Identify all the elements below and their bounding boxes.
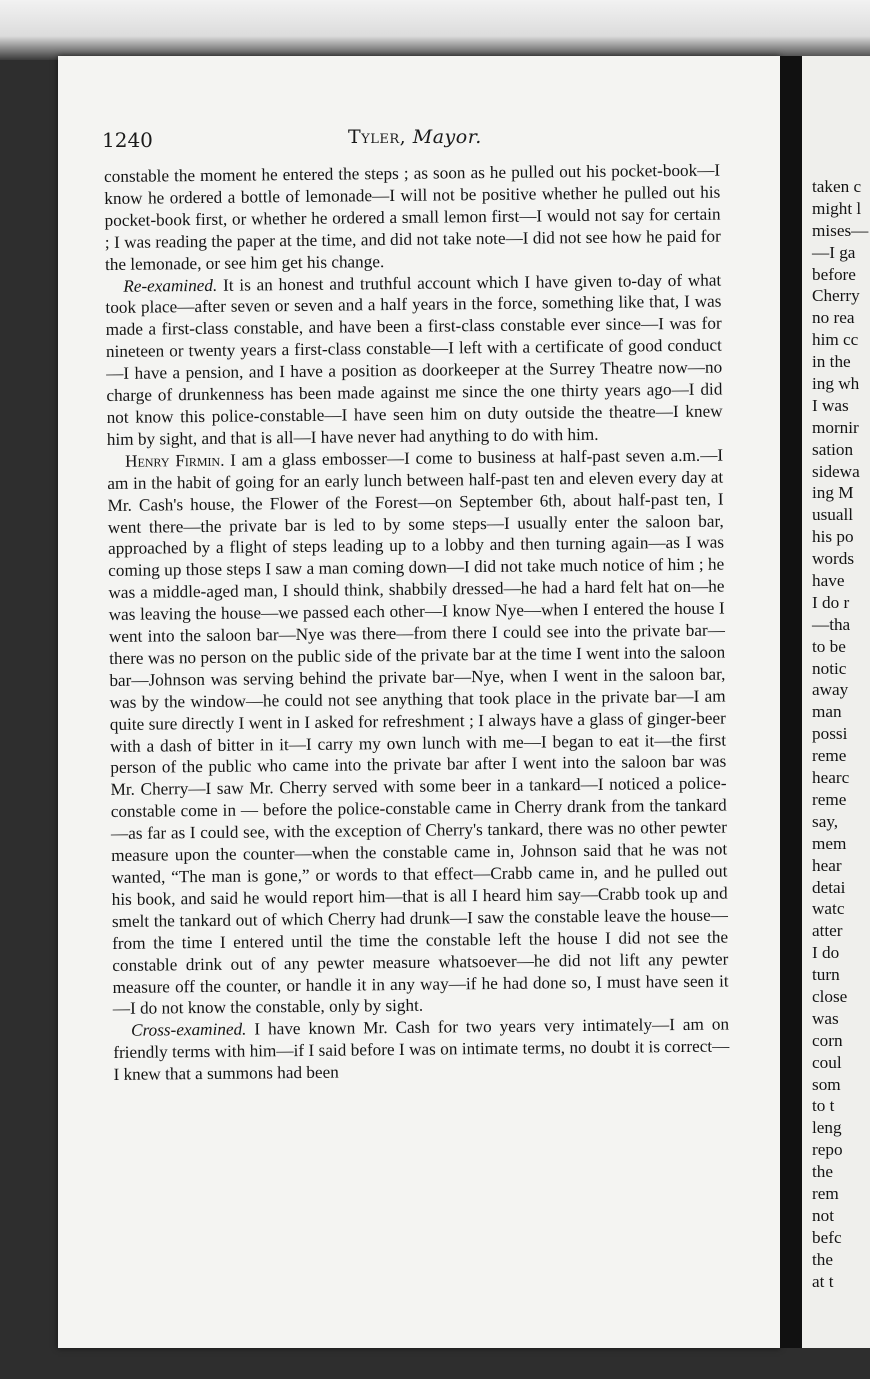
right-page-line: atter [812, 921, 843, 941]
right-page-line: mises— [812, 220, 869, 240]
section-lead: Cross-examined. [130, 1019, 247, 1041]
section-lead: Re-examined. [123, 275, 218, 296]
right-page-line: words [812, 549, 855, 569]
right-page-line: watc [812, 899, 845, 919]
paragraph-cross-examined [113, 1014, 730, 1086]
right-page-line: possi [812, 724, 848, 744]
right-page-line: som [812, 1074, 841, 1094]
right-page-line: coul [812, 1052, 842, 1072]
witness-name: Henry Firmin. [124, 450, 225, 471]
paragraph-text: It is an honest and truthful account which I have given to-day of what took place—after seven or seven and a half years in the force, something like that, I was made a first-class constable, and have been a first-class constable ever since—I was for nineteen or twenty years a first-class constable—I left with a certificate of good conduct—I have a pension, and I have a position as doorkeeper at the Surrey Theatre now—no charge of drunkenness has been made against me since the one thirty years ago—I did not know this police-constable—I have seen him on duty outside the theatre—I knew him by sight, and that is all—I have never had anything to do with him. [105, 270, 723, 449]
right-page-line: was [812, 1008, 839, 1028]
right-page-line: reme [812, 789, 847, 809]
right-page-line: the [812, 1249, 833, 1269]
running-header [98, 122, 718, 152]
right-page-line: —I ga [812, 242, 856, 262]
right-page-line: sation [812, 439, 854, 459]
right-page-line: rem [812, 1183, 839, 1203]
running-title [348, 126, 482, 148]
page-body [104, 160, 730, 1086]
right-page-line: him cc [812, 330, 859, 350]
right-page-line: might l [812, 198, 862, 218]
right-page-line: repo [812, 1140, 843, 1160]
scan-top-margin [0, 0, 870, 60]
right-page-line: taken c [812, 177, 862, 196]
right-page-line: to be [812, 636, 846, 656]
right-page-line: his po [812, 527, 854, 547]
page-number: 1240 [102, 128, 153, 152]
running-title-role: Mayor. [412, 126, 482, 148]
right-page-line: —tha [812, 614, 851, 634]
right-page-line: man [812, 702, 842, 722]
right-page-line: the [812, 1162, 833, 1182]
right-page-line: say, [812, 811, 839, 831]
paragraph-witness [107, 444, 729, 1020]
right-page-line: at t [812, 1271, 834, 1291]
right-page-text [812, 176, 870, 1292]
right-page-line: away [812, 680, 849, 700]
paragraph-text: I have known Mr. Cash for two years very intimately—I am on friendly terms with him—if I said before I was on intimate terms, no doubt it is correct—I knew that a summons had been [113, 1014, 730, 1085]
right-page-line: I was [812, 395, 849, 415]
right-page-line: detai [812, 877, 846, 897]
right-page-line: reme [812, 746, 847, 766]
right-page-line: mem [812, 833, 847, 853]
paragraph-continued: constable the moment he entered the steps ; as soon as he pulled out his pocket-book—I know he ordered a bottle of lemonade—I will not be positive whether he pulled out his pocket-book first, or whether he ordered a small lemon first—I would not say for certain ; I was reading the paper at the time, and did not take note—I did not see how he paid for the lemonade, or see him get his change. [104, 160, 721, 274]
right-page-line: sidewa [812, 461, 860, 481]
right-page-line: turn [812, 965, 840, 985]
right-page-line: hearc [812, 768, 850, 788]
right-page-line: befc [812, 1227, 842, 1247]
right-page-line: usuall [812, 505, 854, 525]
running-title-name: Tyler, [348, 126, 407, 148]
right-page-line: I do [812, 943, 840, 963]
right-page-line: I do r [812, 592, 850, 612]
right-page-line: Cherry [812, 286, 860, 306]
right-page-line: close [812, 986, 848, 1006]
right-page-line: before [812, 264, 856, 284]
right-page-line: have [812, 571, 845, 591]
right-page-line: mornir [812, 417, 859, 437]
right-page-line: leng [812, 1118, 842, 1138]
right-page-line: corn [812, 1030, 843, 1050]
right-page-line: ing M [812, 483, 854, 503]
book-gutter [780, 56, 802, 1348]
paragraph-text: I am a glass embosser—I come to business at half-past seven a.m.—I am in the habit of going for an early lunch between half-past ten and eleven every day at Mr. Cash's house, the Flower of the Forest—on September 6th, about half-past ten, I went there—the private bar is led to by some steps—I usually enter the saloon bar, approached by a flight of steps leading up to a lobby and then turning again—as I was coming up those steps I saw a man coming down—I did not take much notice of him ; he was a middle-aged man, I should think, shabbily dressed—he had a hard felt hat on—he was leaving the house—we passed each other—I know Nye—when I entered the house I went into the saloon bar—Nye was there—from there I could see into the private bar—there was no person on the public side of the private bar at the time I went into the saloon bar—Johnson was serving behind the private bar—Nye, when I went in the saloon bar, was by the window—he could not see anything that took place in the private bar—I am quite sure directly I went in I asked for refreshment ; I always have a glass of ginger-beer with a dash of bitter in it—I carry my own lunch with me—I began to eat it—the first person of the public who came into the private bar after I went into the saloon bar was Mr. Cherry—I saw Mr. Cherry served with some beer in a tankard—I noticed a police-constable come in — before the police-constable came in Cherry drank from the tankard—as far as I could see, with the exception of Cherry's tankard, there was no other pewter measure upon the counter—when the constable came in, Johnson said that he was not wanted, “The man is gone,” or words to that effect—Crabb came in, and he pulled out his book, and said he would report him—that is all I heard him say—Crabb took up and smelt the tankard out of which Cherry had drunk—I saw the constable leave the house—from the time I entered until the time the constable left the house I did not see the constable drink out of any pewter measure whatsoever—he did not lift any pewter measure off the counter, or handle it in any way—if he had done so, I must have seen it—I do not know the constable, only by sight. [107, 445, 729, 1019]
right-page-line: in the [812, 352, 851, 372]
right-page-line: not [812, 1205, 834, 1225]
right-page-line: to t [812, 1096, 835, 1116]
right-page-line: no rea [812, 308, 855, 328]
right-page-line: hear [812, 855, 842, 875]
right-page-line: notic [812, 658, 847, 678]
right-page-line: ing wh [812, 374, 860, 394]
paragraph-re-examined [105, 269, 723, 451]
